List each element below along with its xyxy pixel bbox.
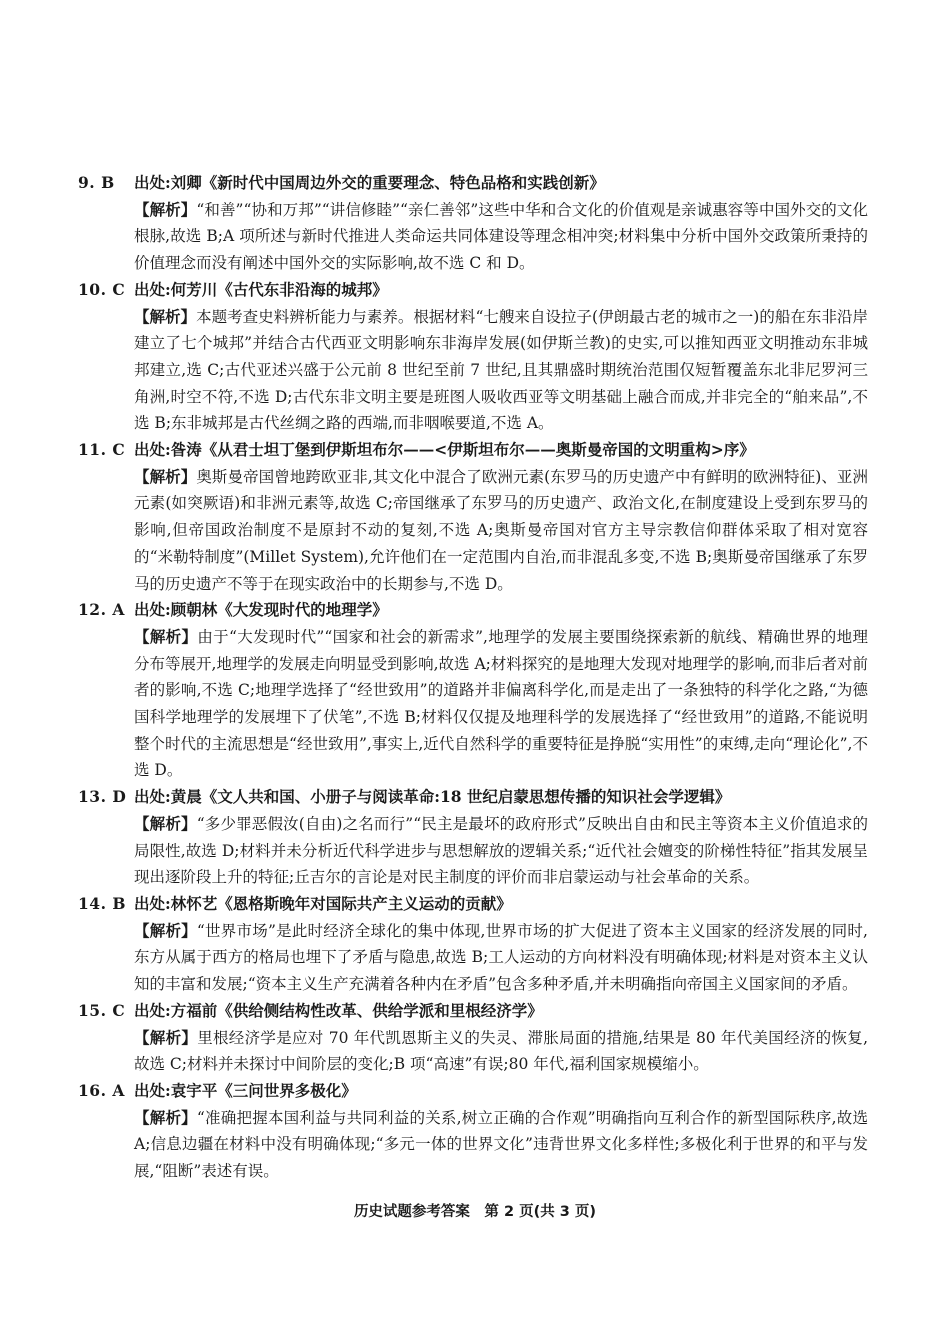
- analysis-text: 奥斯曼帝国曾地跨欧亚非,其文化中混合了欧洲元素(东罗马的历史遗产中有鲜明的欧洲特征)、亚洲元素(如突厥语)和非洲元素等,故选 C;帝国继承了东罗马的历史遗产、政治文化,在制度建设上受到东罗马的影响,但帝国政治制度不是原封不动的复刻,不选 A;奥斯曼帝国对官方主导宗教信仰群体采取了相对宽容的“米勒特制度”(Millet System),允许他们在一定范围内自治,而非混乱多变,不选 B;奥斯曼帝国继承了东罗马的历史遗产不等于在现实政治中的长期参与,不选 D。: [134, 467, 868, 593]
- analysis-text: “世界市场”是此时经济全球化的集中体现,世界市场的扩大促进了资本主义国家的经济发展的同时,东方从属于西方的格局也埋下了矛盾与隐患,故选 B;工人运动的方向材料没有明确体现;材料是对资本主义认知的丰富和发展;“资本主义生产充满着各种内在矛盾”包含多种矛盾,并未明确指向帝国主义国家间的矛盾。: [134, 921, 868, 994]
- answer-item-16: [78, 1078, 868, 1185]
- source-title: 昝涛《从君士坦丁堡到伊斯坦布尔——<伊斯坦布尔——奥斯曼帝国的文明重构>序》: [170, 440, 755, 460]
- analysis-tag: 【解析】: [134, 626, 198, 646]
- source-label: 出处:: [134, 173, 171, 192]
- answer-number: 10. C: [78, 279, 126, 299]
- answer-head: [78, 998, 868, 1025]
- analysis-text: “多少罪恶假汝(自由)之名而行”“民主是最坏的政府形式”反映出自由和民主等资本主义价值追求的局限性,故选 D;材料并未分析近代科学进步与思想解放的逻辑关系;“近代社会嬗变的阶梯性特征”指其发展呈现出逐阶段上升的特征;丘吉尔的言论是对民主制度的评价而非启蒙运动与社会革命的关系。: [134, 814, 868, 887]
- source-label: 出处:: [134, 1000, 171, 1020]
- analysis-text: 本题考查史料辨析能力与素养。根据材料“七艘来自设拉子(伊朗最古老的城市之一)的船在东非沿岸建立了七个城邦”并结合古代西亚文明影响东非海岸发展(如伊斯兰教)的史实,可以推知西亚文明推动东非城邦建立,选 C;古代亚述兴盛于公元前 8 世纪至前 7 世纪,且其鼎盛时期统治范围仅短暂覆盖东北非尼罗河三角洲,时空不符,不选 D;古代东非文明主要是班图人吸收西亚等文明基础上融合而成,并非完全的“舶来品”,不选 B;东非城邦是古代丝绸之路的西端,而非咽喉要道,不选 A。: [134, 307, 868, 433]
- source-label: 出处:: [134, 893, 171, 913]
- answer-head: [78, 277, 868, 304]
- analysis-tag: 【解析】: [134, 920, 197, 940]
- source-label: 出处:: [134, 440, 171, 460]
- source-label: 出处:: [134, 279, 171, 299]
- source-title: 林怀艺《恩格斯晚年对国际共产主义运动的贡献》: [170, 893, 512, 913]
- answer-item-12: [78, 597, 868, 784]
- answer-item-13: [78, 784, 868, 891]
- analysis-text: 由于“大发现时代”“国家和社会的新需求”,地理学的发展主要围绕探索新的航线、精确世界的地理分布等展开,地理学的发展走向明显受到影响,故选 A;材料探究的是地理大发现对地理学的影响,而非后者对前者的影响,不选 C;地理学选择了“经世致用”的道路并非偏离科学化,而是走出了一条独特的科学化之路,“为德国科学地理学的发展埋下了伏笔”,不选 B;材料仅仅提及地理科学的发展选择了“经世致用”的道路,不能说明整个时代的主流思想是“经世致用”,事实上,近代自然科学的重要特征是挣脱“实用性”的束缚,走向“理论化”,不选 D。: [134, 627, 868, 780]
- analysis-text: “准确把握本国利益与共同利益的关系,树立正确的合作观”明确指向互利合作的新型国际秩序,故选 A;信息边疆在材料中没有明确体现;“多元一体的世界文化”违背世界文化多样性;多极化利于世界的和平与发展,“阻断”表述有误。: [134, 1108, 868, 1181]
- answer-number: 13. D: [78, 787, 127, 807]
- answer-item-14: [78, 891, 868, 998]
- analysis-tag: 【解析】: [134, 466, 197, 486]
- analysis-body: [134, 918, 868, 998]
- answer-number: 12. A: [78, 600, 125, 620]
- source-label: 出处:: [134, 1080, 171, 1100]
- analysis-body: [134, 1105, 868, 1185]
- answer-number: 11. C: [78, 440, 126, 460]
- answer-number: 9. B: [78, 173, 115, 192]
- analysis-body: [134, 1025, 868, 1078]
- analysis-body: [134, 811, 868, 891]
- answer-item-10: [78, 277, 868, 437]
- answer-head: [78, 170, 868, 197]
- answer-number: 16. A: [78, 1080, 125, 1100]
- analysis-tag: 【解析】: [134, 813, 197, 833]
- source-label: 出处:: [134, 600, 171, 620]
- answer-number: 14. B: [78, 893, 126, 913]
- analysis-tag: 【解析】: [134, 1027, 198, 1047]
- source-title: 何芳川《古代东非沿海的城邦》: [170, 279, 388, 299]
- analysis-text: 里根经济学是应对 70 年代凯恩斯主义的失灵、滞胀局面的措施,结果是 80 年代美国经济的恢复,故选 C;材料并未探讨中间阶层的变化;B 项“高速”有误;80 年代,福利国家规模缩小。: [134, 1028, 868, 1074]
- analysis-body: [134, 304, 868, 438]
- answer-head: [78, 784, 868, 811]
- analysis-tag: 【解析】: [134, 1107, 197, 1127]
- answer-number: 15. C: [78, 1000, 126, 1020]
- analysis-tag: 【解析】: [134, 199, 197, 219]
- answer-item-15: [78, 998, 868, 1078]
- source-title: 袁宇平《三问世界多极化》: [170, 1080, 357, 1100]
- analysis-body: [134, 624, 868, 784]
- answer-item-11: [78, 437, 868, 597]
- source-title: 黄晨《文人共和国、小册子与阅读革命:18 世纪启蒙思想传播的知识社会学逻辑》: [170, 787, 731, 807]
- analysis-tag: 【解析】: [134, 306, 197, 326]
- source-label: 出处:: [134, 787, 171, 807]
- source-title: 刘卿《新时代中国周边外交的重要理念、特色品格和实践创新》: [170, 173, 605, 192]
- answer-head: [78, 437, 868, 464]
- analysis-body: [134, 197, 868, 277]
- source-title: 顾朝林《大发现时代的地理学》: [170, 600, 388, 620]
- answer-item-9: [78, 170, 868, 277]
- answer-head: [78, 891, 868, 918]
- analysis-text: “和善”“协和万邦”“讲信修睦”“亲仁善邻”这些中华和合文化的价值观是亲诚惠容等中国外交的文化根脉,故选 B;A 项所述与新时代推进人类命运共同体建设等理念相冲突;材料集中分析中国外交政策所秉持的价值理念而没有阐述中国外交的实际影响,故不选 C 和 D。: [134, 200, 868, 273]
- analysis-body: [134, 464, 868, 598]
- source-title: 方福前《供给侧结构性改革、供给学派和里根经济学》: [170, 1000, 543, 1020]
- page-footer: 历史试题参考答案 第 2 页(共 3 页): [353, 1204, 597, 1220]
- answer-head: [78, 597, 868, 624]
- answer-head: [78, 1078, 868, 1105]
- answer-list: [78, 170, 868, 1185]
